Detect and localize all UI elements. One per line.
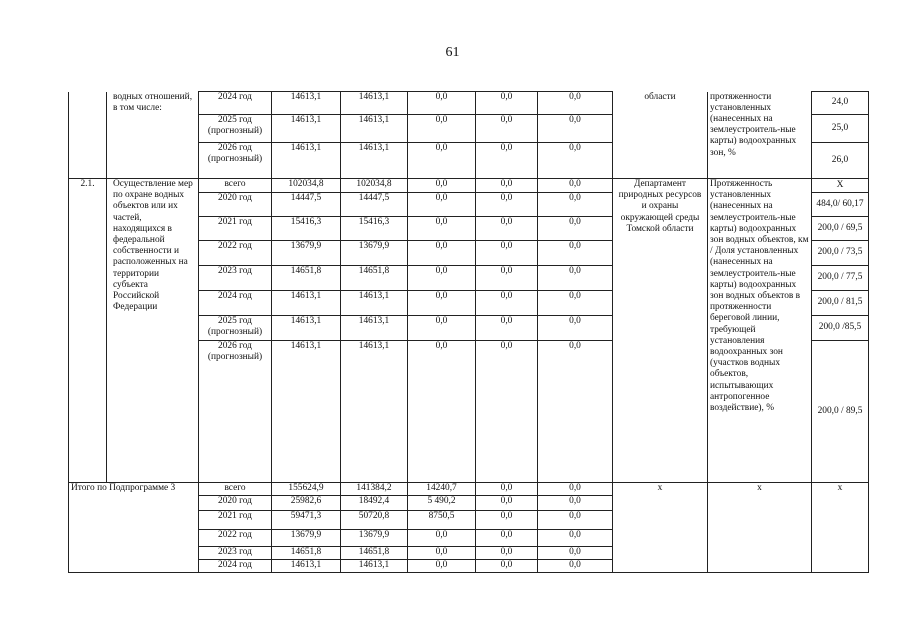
total-cell: 14613,1: [272, 341, 341, 483]
total-cell: 13679,9: [272, 241, 341, 266]
amount-cell: 0,0: [476, 291, 538, 316]
year-cell: 2024 год: [199, 92, 272, 115]
amount-cell: 102034,8: [341, 179, 408, 193]
amount-cell: 0,0: [538, 291, 613, 316]
amount-cell: 0,0: [408, 115, 476, 143]
amount-cell: 0,0: [476, 341, 538, 483]
amount-cell: 0,0: [538, 241, 613, 266]
year-cell: всего: [199, 179, 272, 193]
year-cell: всего: [199, 483, 272, 496]
total-cell: 15416,3: [272, 217, 341, 241]
amount-cell: 14613,1: [341, 291, 408, 316]
year-cell: 2024 год: [199, 291, 272, 316]
subtotal-label-cell: Итого по Подпрограмме 3: [69, 483, 199, 573]
indicator-value-cell: 26,0: [812, 143, 869, 179]
indicator-value-cell: 200,0 / 77,5: [812, 266, 869, 291]
amount-cell: 14613,1: [341, 341, 408, 483]
amount-cell: 0,0: [476, 496, 538, 511]
amount-cell: 0,0: [538, 266, 613, 291]
amount-cell: 14447,5: [341, 193, 408, 217]
amount-cell: 14613,1: [341, 115, 408, 143]
indicator-value-cell: 200,0 / 73,5: [812, 241, 869, 266]
year-cell: 2021 год: [199, 511, 272, 530]
amount-cell: 0,0: [476, 530, 538, 547]
indicator-value-cell: X: [812, 179, 869, 193]
amount-cell: 14651,8: [341, 266, 408, 291]
amount-cell: 0,0: [408, 143, 476, 179]
year-cell: 2022 год: [199, 530, 272, 547]
amount-cell: 8750,5: [408, 511, 476, 530]
amount-cell: 0,0: [408, 530, 476, 547]
total-cell: 14447,5: [272, 193, 341, 217]
total-cell: 14613,1: [272, 92, 341, 115]
amount-cell: 0,0: [476, 92, 538, 115]
year-cell: 2026 год (прогнозный): [199, 341, 272, 483]
executor-cell: x: [613, 483, 708, 573]
amount-cell: 0,0: [538, 143, 613, 179]
amount-cell: 0,0: [408, 92, 476, 115]
amount-cell: 0,0: [538, 316, 613, 341]
amount-cell: 0,0: [476, 143, 538, 179]
amount-cell: 0,0: [408, 217, 476, 241]
amount-cell: 0,0: [408, 547, 476, 560]
indicator-value-cell: 484,0/ 60,17: [812, 193, 869, 217]
amount-cell: 0,0: [476, 193, 538, 217]
total-cell: 14651,8: [272, 547, 341, 560]
indicator-value-cell: x: [812, 483, 869, 573]
amount-cell: 0,0: [538, 530, 613, 547]
amount-cell: 0,0: [476, 511, 538, 530]
amount-cell: 0,0: [408, 241, 476, 266]
indicator-value-cell: 200,0 /85,5: [812, 316, 869, 341]
amount-cell: 14613,1: [341, 316, 408, 341]
amount-cell: 13679,9: [341, 241, 408, 266]
amount-cell: 15416,3: [341, 217, 408, 241]
year-cell: 2026 год (прогнозный): [199, 143, 272, 179]
amount-cell: 5 490,2: [408, 496, 476, 511]
amount-cell: 14240,7: [408, 483, 476, 496]
amount-cell: 50720,8: [341, 511, 408, 530]
indicator-cell: протяженности установленных (нанесенных на землеустроитель-ные карты) водоохранных зон, %: [708, 92, 812, 179]
year-cell: 2021 год: [199, 217, 272, 241]
item-number-cell: 2.1.: [69, 179, 107, 483]
amount-cell: 0,0: [408, 179, 476, 193]
amount-cell: 0,0: [408, 266, 476, 291]
indicator-value-cell: 200,0 / 81,5: [812, 291, 869, 316]
year-cell: 2020 год: [199, 193, 272, 217]
amount-cell: 0,0: [408, 560, 476, 573]
total-cell: 14613,1: [272, 291, 341, 316]
amount-cell: 0,0: [476, 483, 538, 496]
amount-cell: 0,0: [538, 560, 613, 573]
year-cell: 2025 год (прогнозный): [199, 316, 272, 341]
amount-cell: 18492,4: [341, 496, 408, 511]
table-row: [69, 483, 869, 496]
indicator-value-cell: 25,0: [812, 115, 869, 143]
page-number: 61: [445, 45, 460, 60]
amount-cell: 0,0: [476, 241, 538, 266]
amount-cell: 13679,9: [341, 530, 408, 547]
amount-cell: 0,0: [538, 547, 613, 560]
amount-cell: 0,0: [538, 511, 613, 530]
amount-cell: 0,0: [538, 341, 613, 483]
amount-cell: 14613,1: [341, 143, 408, 179]
table-row: [69, 179, 869, 193]
total-cell: 59471,3: [272, 511, 341, 530]
indicator-value-cell: 200,0 / 89,5: [812, 341, 869, 483]
amount-cell: 0,0: [476, 217, 538, 241]
amount-cell: 0,0: [476, 179, 538, 193]
amount-cell: 0,0: [476, 316, 538, 341]
amount-cell: 14651,8: [341, 547, 408, 560]
total-cell: 14613,1: [272, 560, 341, 573]
item-number-cell: [69, 92, 107, 179]
table-row: [69, 92, 869, 115]
amount-cell: 0,0: [408, 341, 476, 483]
amount-cell: 0,0: [538, 483, 613, 496]
total-cell: 14613,1: [272, 115, 341, 143]
indicator-cell: x: [708, 483, 812, 573]
amount-cell: 0,0: [538, 115, 613, 143]
year-cell: 2024 год: [199, 560, 272, 573]
amount-cell: 0,0: [476, 547, 538, 560]
budget-table: [68, 91, 869, 573]
total-cell: 25982,6: [272, 496, 341, 511]
year-cell: 2025 год (прогнозный): [199, 115, 272, 143]
amount-cell: 141384,2: [341, 483, 408, 496]
year-cell: 2020 год: [199, 496, 272, 511]
total-cell: 14613,1: [272, 143, 341, 179]
amount-cell: 0,0: [538, 92, 613, 115]
amount-cell: 14613,1: [341, 560, 408, 573]
amount-cell: 0,0: [476, 115, 538, 143]
total-cell: 155624,9: [272, 483, 341, 496]
amount-cell: 0,0: [538, 179, 613, 193]
amount-cell: 0,0: [538, 193, 613, 217]
total-cell: 14651,8: [272, 266, 341, 291]
measure-name-cell: Осуществление мер по охране водных объектов или их частей, находящихся в федеральной собственности и расположенных на территории субъекта Российской Федерации: [107, 179, 199, 483]
indicator-value-cell: 24,0: [812, 92, 869, 115]
amount-cell: 0,0: [408, 291, 476, 316]
amount-cell: 0,0: [476, 266, 538, 291]
year-cell: 2023 год: [199, 547, 272, 560]
indicator-value-cell: 200,0 / 69,5: [812, 217, 869, 241]
executor-cell: области: [613, 92, 708, 179]
measure-name-cell: водных отношений, в том числе:: [107, 92, 199, 179]
total-cell: 14613,1: [272, 316, 341, 341]
year-cell: 2023 год: [199, 266, 272, 291]
amount-cell: 0,0: [408, 316, 476, 341]
total-cell: 13679,9: [272, 530, 341, 547]
amount-cell: 0,0: [476, 560, 538, 573]
year-cell: 2022 год: [199, 241, 272, 266]
amount-cell: 0,0: [538, 496, 613, 511]
total-cell: 102034,8: [272, 179, 341, 193]
amount-cell: 0,0: [408, 193, 476, 217]
executor-cell: Департамент природных ресурсов и охраны окружающей среды Томской области: [613, 179, 708, 483]
indicator-cell: Протяженность установленных (нанесенных на землеустроитель-ные карты) водоохранных зон водных объектов, км / Доля установленных (нанесенных на землеустроитель-ные карты) водоохранных зон водных объектов в протяженности береговой линии, требующей установления водоохранных зон (участков водных объектов, испытывающих антропогенное воздействие), %: [708, 179, 812, 483]
amount-cell: 14613,1: [341, 92, 408, 115]
table-body: [69, 92, 869, 573]
amount-cell: 0,0: [538, 217, 613, 241]
